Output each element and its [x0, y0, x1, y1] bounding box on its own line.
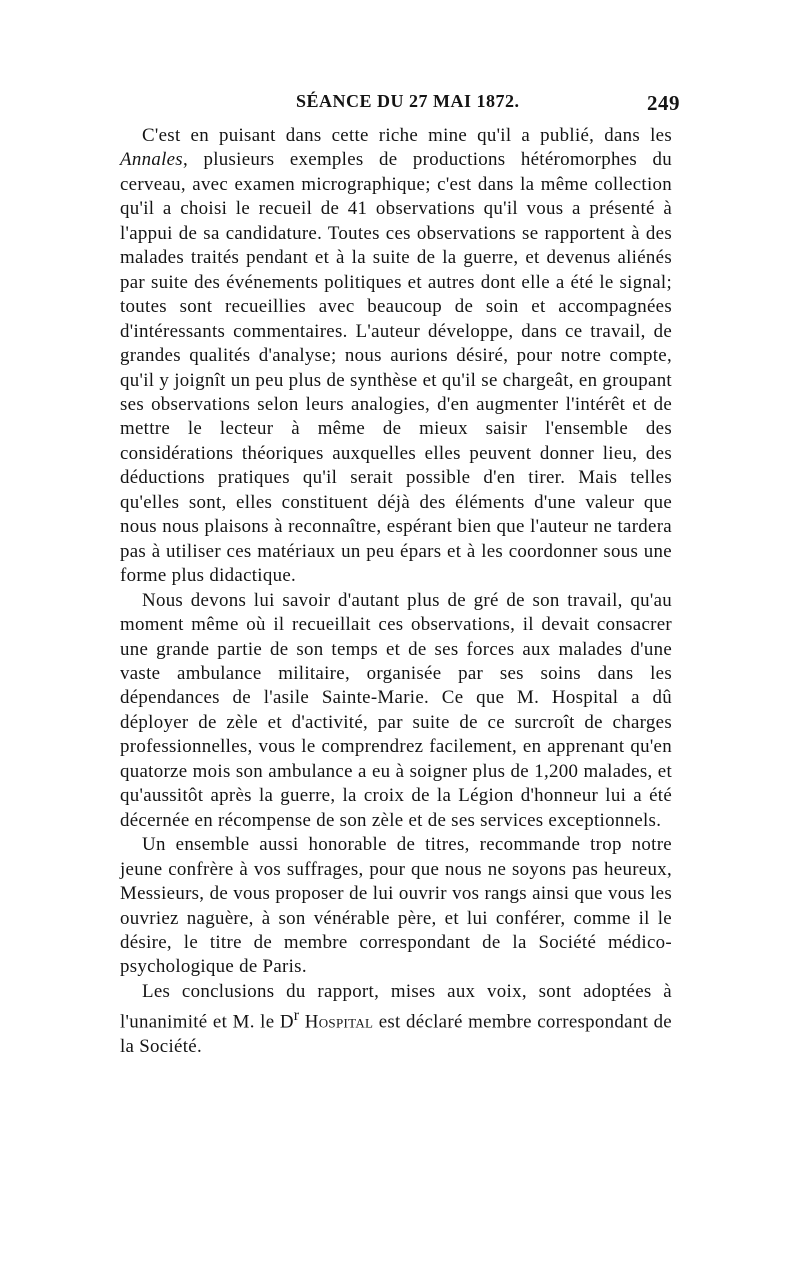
paragraph-4: [120, 980, 672, 1060]
journal-title: Annales: [120, 149, 183, 171]
header-title: [296, 91, 520, 112]
doctor-abbrev-sup: r: [293, 1007, 300, 1025]
running-header: [120, 91, 680, 121]
page-number: 249: [647, 91, 680, 115]
paragraph-4-part-b: est déclaré membre correspondant de la Société.: [120, 1011, 672, 1058]
person-name: Hospital: [304, 1011, 374, 1033]
paragraph-1: [120, 124, 672, 589]
paragraph-1-part-b: , plusieurs exemples de productions hétéromorphes du cerveau, avec examen micrographique; c'est dans la même collection qu'il a choisi le recueil de 41 observations qu'il vous a présenté à l'appui de sa candidature. Toutes ces observations se rapportent à des malades traités pendant et à la suite de la guerre, et devenus aliénés par suite des événements politiques et autres dont elle a été le signal; toutes sont recueillies avec beaucoup de soin et accompagnées d'intéressants commentaires. L'auteur développe, dans ce travail, de grandes qualités d'analyse; nous aurions désiré, pour notre compte, qu'il y joignît un peu plus de synthèse et qu'il se chargeât, en groupant ses observations selon leurs analogies, d'en augmenter l'intérêt et de mettre le lecteur à même de mieux saisir l'ensemble des considérations théoriques auxquelles elles peuvent donner lieu, des déductions pratiques qu'il serait possible d'en tirer. Mais telles qu'elles sont, elles constituent déjà des éléments d'une valeur que nous nous plaisons à reconnaître, espérant bien que l'auteur ne tardera pas à utiliser ces matériaux un peu épars et à les coordonner sous une forme plus didactique.: [120, 149, 672, 587]
header-title-date: 27 MAI 1872.: [409, 91, 520, 111]
paragraph-3: Un ensemble aussi honorable de titres, recommande trop notre jeune confrère à vos suffrages, pour que nous ne soyons pas heureux, Messieurs, de vous proposer de lui ouvrir vos rangs ainsi que vous les ouvriez naguère, à son vénérable père, et lui conférer, comme il le désire, le titre de membre correspondant de la Société médico-psychologique de Paris.: [120, 834, 672, 978]
header-title-prefix: SÉANCE DU: [296, 91, 405, 111]
body-text: [120, 124, 672, 1060]
paragraph-2: Nous devons lui savoir d'autant plus de gré de son travail, qu'au moment même où il recueillait ces observations, il devait consacrer une grande partie de son temps et de ses forces aux malades d'une vaste ambulance militaire, organisée par ses soins dans les dépendances de l'asile Sainte-Marie. Ce que M. Hospital a dû déployer de zèle et d'activité, par suite de ce surcroît de charges professionnelles, vous le comprendrez facilement, en apprenant qu'en quatorze mois son ambulance a eu à soigner plus de 1,200 malades, et qu'aussitôt après la guerre, la croix de la Légion d'honneur lui a été décernée en récompense de son zèle et de ses services exceptionnels.: [120, 589, 672, 831]
paragraph-4-part-a: Les conclusions du rapport, mises aux voix, sont adoptées à l'unanimité et M. le D: [120, 980, 672, 1033]
paragraph-1-part-a: C'est en puisant dans cette riche mine qu'il a publié, dans les: [142, 125, 672, 146]
